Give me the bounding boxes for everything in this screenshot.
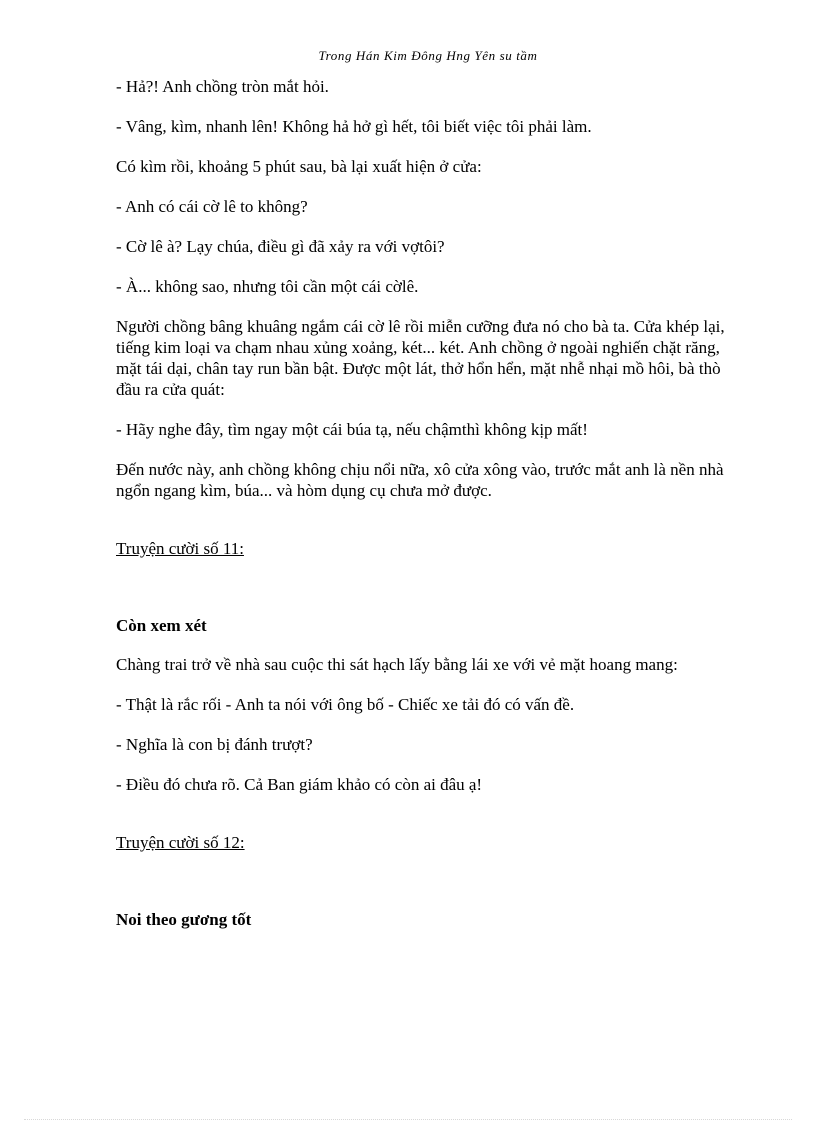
page-header: Trong Hán Kim Đông Hng Yên su tầm <box>318 48 538 63</box>
section-heading-11: Truyện cười số 11: <box>116 539 244 558</box>
paragraph: Đến nước này, anh chồng không chịu nổi nữa, xô cửa xông vào, trước mắt anh là nền nhà ngổn ngang kìm, búa... và hòm dụng cụ chưa mở được. <box>116 460 724 500</box>
paragraph: - Hả?! Anh chồng tròn mắt hỏi. <box>116 77 329 96</box>
spacer <box>116 636 726 654</box>
paragraph: - À... không sao, nhưng tôi cần một cái cờlê. <box>116 277 419 296</box>
paragraph: - Nghĩa là con bị đánh trượt? <box>116 735 313 754</box>
spacer <box>116 795 726 832</box>
paragraph: Chàng trai trở về nhà sau cuộc thi sát hạch lấy bằng lái xe với vẻ mặt hoang mang: <box>116 655 678 674</box>
paragraph: - Thật là rắc rối - Anh ta nói với ông bố - Chiếc xe tải đó có vấn đề. <box>116 695 575 714</box>
paragraph: Có kìm rồi, khoảng 5 phút sau, bà lại xuất hiện ở cửa: <box>116 157 482 176</box>
page-bottom-divider <box>24 1119 792 1120</box>
document-body <box>116 76 726 930</box>
paragraph: - Điều đó chưa rõ. Cả Ban giám khảo có còn ai đâu ạ! <box>116 775 483 794</box>
section-heading-12: Truyện cười số 12: <box>116 833 245 852</box>
paragraph: - Anh có cái cờ lê to không? <box>116 197 308 216</box>
spacer <box>116 559 726 615</box>
paragraph: - Vâng, kìm, nhanh lên! Không hả hở gì hết, tôi biết việc tôi phải làm. <box>116 117 592 136</box>
paragraph: - Hãy nghe đây, tìm ngay một cái búa tạ, nếu chậmthì không kịp mất! <box>116 420 588 439</box>
story-title-11: Còn xem xét <box>116 616 207 635</box>
spacer <box>116 853 726 909</box>
paragraph: - Cờ lê à? Lạy chúa, điều gì đã xảy ra với vợtôi? <box>116 237 445 256</box>
spacer <box>116 501 726 538</box>
paragraph: Người chồng bâng khuâng ngắm cái cờ lê rồi miễn cưỡng đưa nó cho bà ta. Cửa khép lại, tiếng kim loại va chạm nhau xủng xoảng, két... két. Anh chồng ở ngoài nghiến chặt răng, mặt tái dại, chân tay run bần bật. Được một lát, thở hổn hển, mặt nhễ nhại mồ hôi, bà thò đầu ra cửa quát: <box>116 317 725 399</box>
story-title-12: Noi theo gương tốt <box>116 910 252 929</box>
